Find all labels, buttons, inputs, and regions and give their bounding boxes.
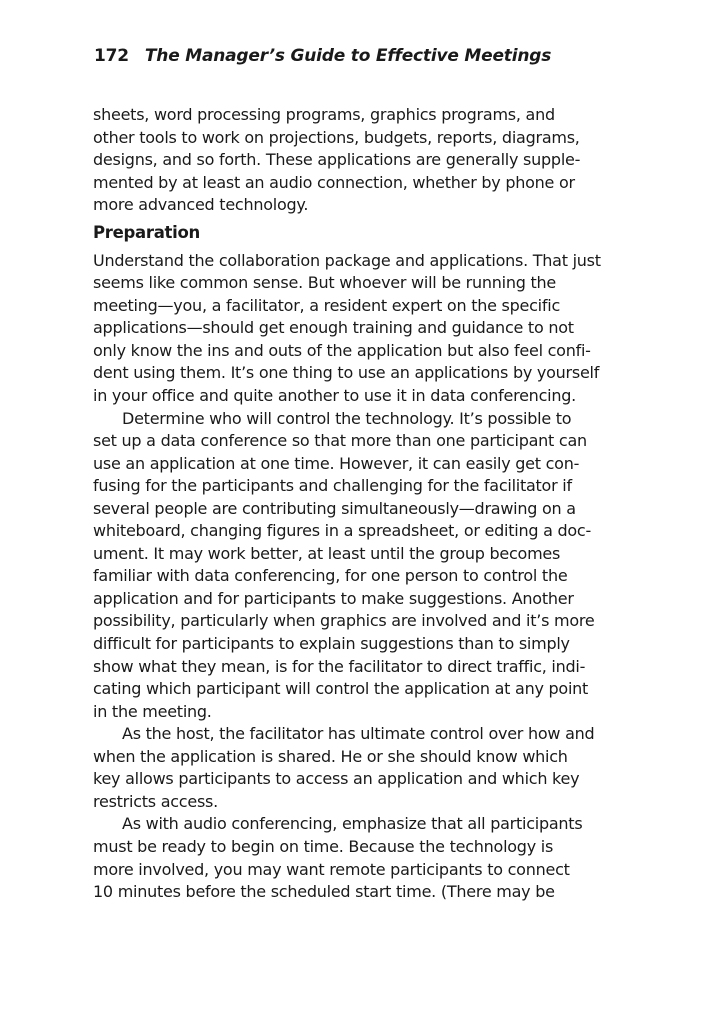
paragraph-understand <box>93 250 611 408</box>
text-line: key allows participants to access an application and which key <box>93 769 580 789</box>
text-line: ument. It may work better, at least until the group becomes <box>93 543 561 563</box>
text-line: difficult for participants to explain suggestions than to simply <box>93 634 570 654</box>
text-line: mented by at least an audio connection, whether by phone or <box>93 172 575 192</box>
text-line: restricts access. <box>93 791 218 811</box>
text-line: use an application at one time. However, it can easily get con- <box>93 453 580 473</box>
text-line: sheets, word processing programs, graphics programs, and <box>93 105 555 124</box>
text-line: 10 minutes before the scheduled start time. (There may be <box>93 882 555 902</box>
text-line: other tools to work on projections, budgets, reports, diagrams, <box>93 127 580 147</box>
text-line: seems like common sense. But whoever will be running the <box>93 273 556 293</box>
text-line: application and for participants to make suggestions. Another <box>93 588 574 608</box>
intro-paragraph <box>93 104 611 217</box>
text-line: when the application is shared. He or she should know which <box>93 746 568 766</box>
text-line: in the meeting. <box>93 701 212 721</box>
page-header <box>94 46 551 66</box>
paragraph-audio <box>93 813 611 903</box>
page-body <box>93 104 611 904</box>
text-line: Determine who will control the technology. It’s possible to <box>122 408 572 428</box>
text-line: As the host, the facilitator has ultimate control over how and <box>122 724 595 744</box>
text-line: several people are contributing simultaneously—drawing on a <box>93 498 576 518</box>
section-heading: Preparation <box>93 222 200 242</box>
text-line: possibility, particularly when graphics are involved and it’s more <box>93 611 595 631</box>
running-title: The Manager’s Guide to Effective Meetings <box>144 46 552 66</box>
text-line: Understand the collaboration package and applications. That just <box>93 250 601 270</box>
text-line: only know the ins and outs of the application but also feel confi- <box>93 340 591 360</box>
text-line: must be ready to begin on time. Because the technology is <box>93 836 554 856</box>
text-line: more advanced technology. <box>93 195 309 215</box>
text-line: dent using them. It’s one thing to use an applications by yourself <box>93 363 600 383</box>
text-line: set up a data conference so that more than one participant can <box>93 431 587 451</box>
text-line: applications—should get enough training and guidance to not <box>93 318 574 338</box>
text-line: fusing for the participants and challenging for the facilitator if <box>93 476 572 496</box>
text-line: more involved, you may want remote participants to connect <box>93 859 570 879</box>
text-line: designs, and so forth. These applications are generally supple- <box>93 150 581 170</box>
text-line: in your office and quite another to use it in data conferencing. <box>93 386 576 406</box>
text-line: familiar with data conferencing, for one person to control the <box>93 566 568 586</box>
text-line: meeting—you, a facilitator, a resident expert on the specific <box>93 295 560 315</box>
text-line: As with audio conferencing, emphasize that all participants <box>122 814 583 834</box>
text-line: whiteboard, changing figures in a spreadsheet, or editing a doc- <box>93 521 591 541</box>
text-line: cating which participant will control the application at any point <box>93 679 589 699</box>
paragraph-control <box>93 408 611 724</box>
text-line: show what they mean, is for the facilitator to direct traffic, indi- <box>93 656 586 676</box>
paragraph-host <box>93 723 611 813</box>
page-number: 172 <box>94 46 129 66</box>
